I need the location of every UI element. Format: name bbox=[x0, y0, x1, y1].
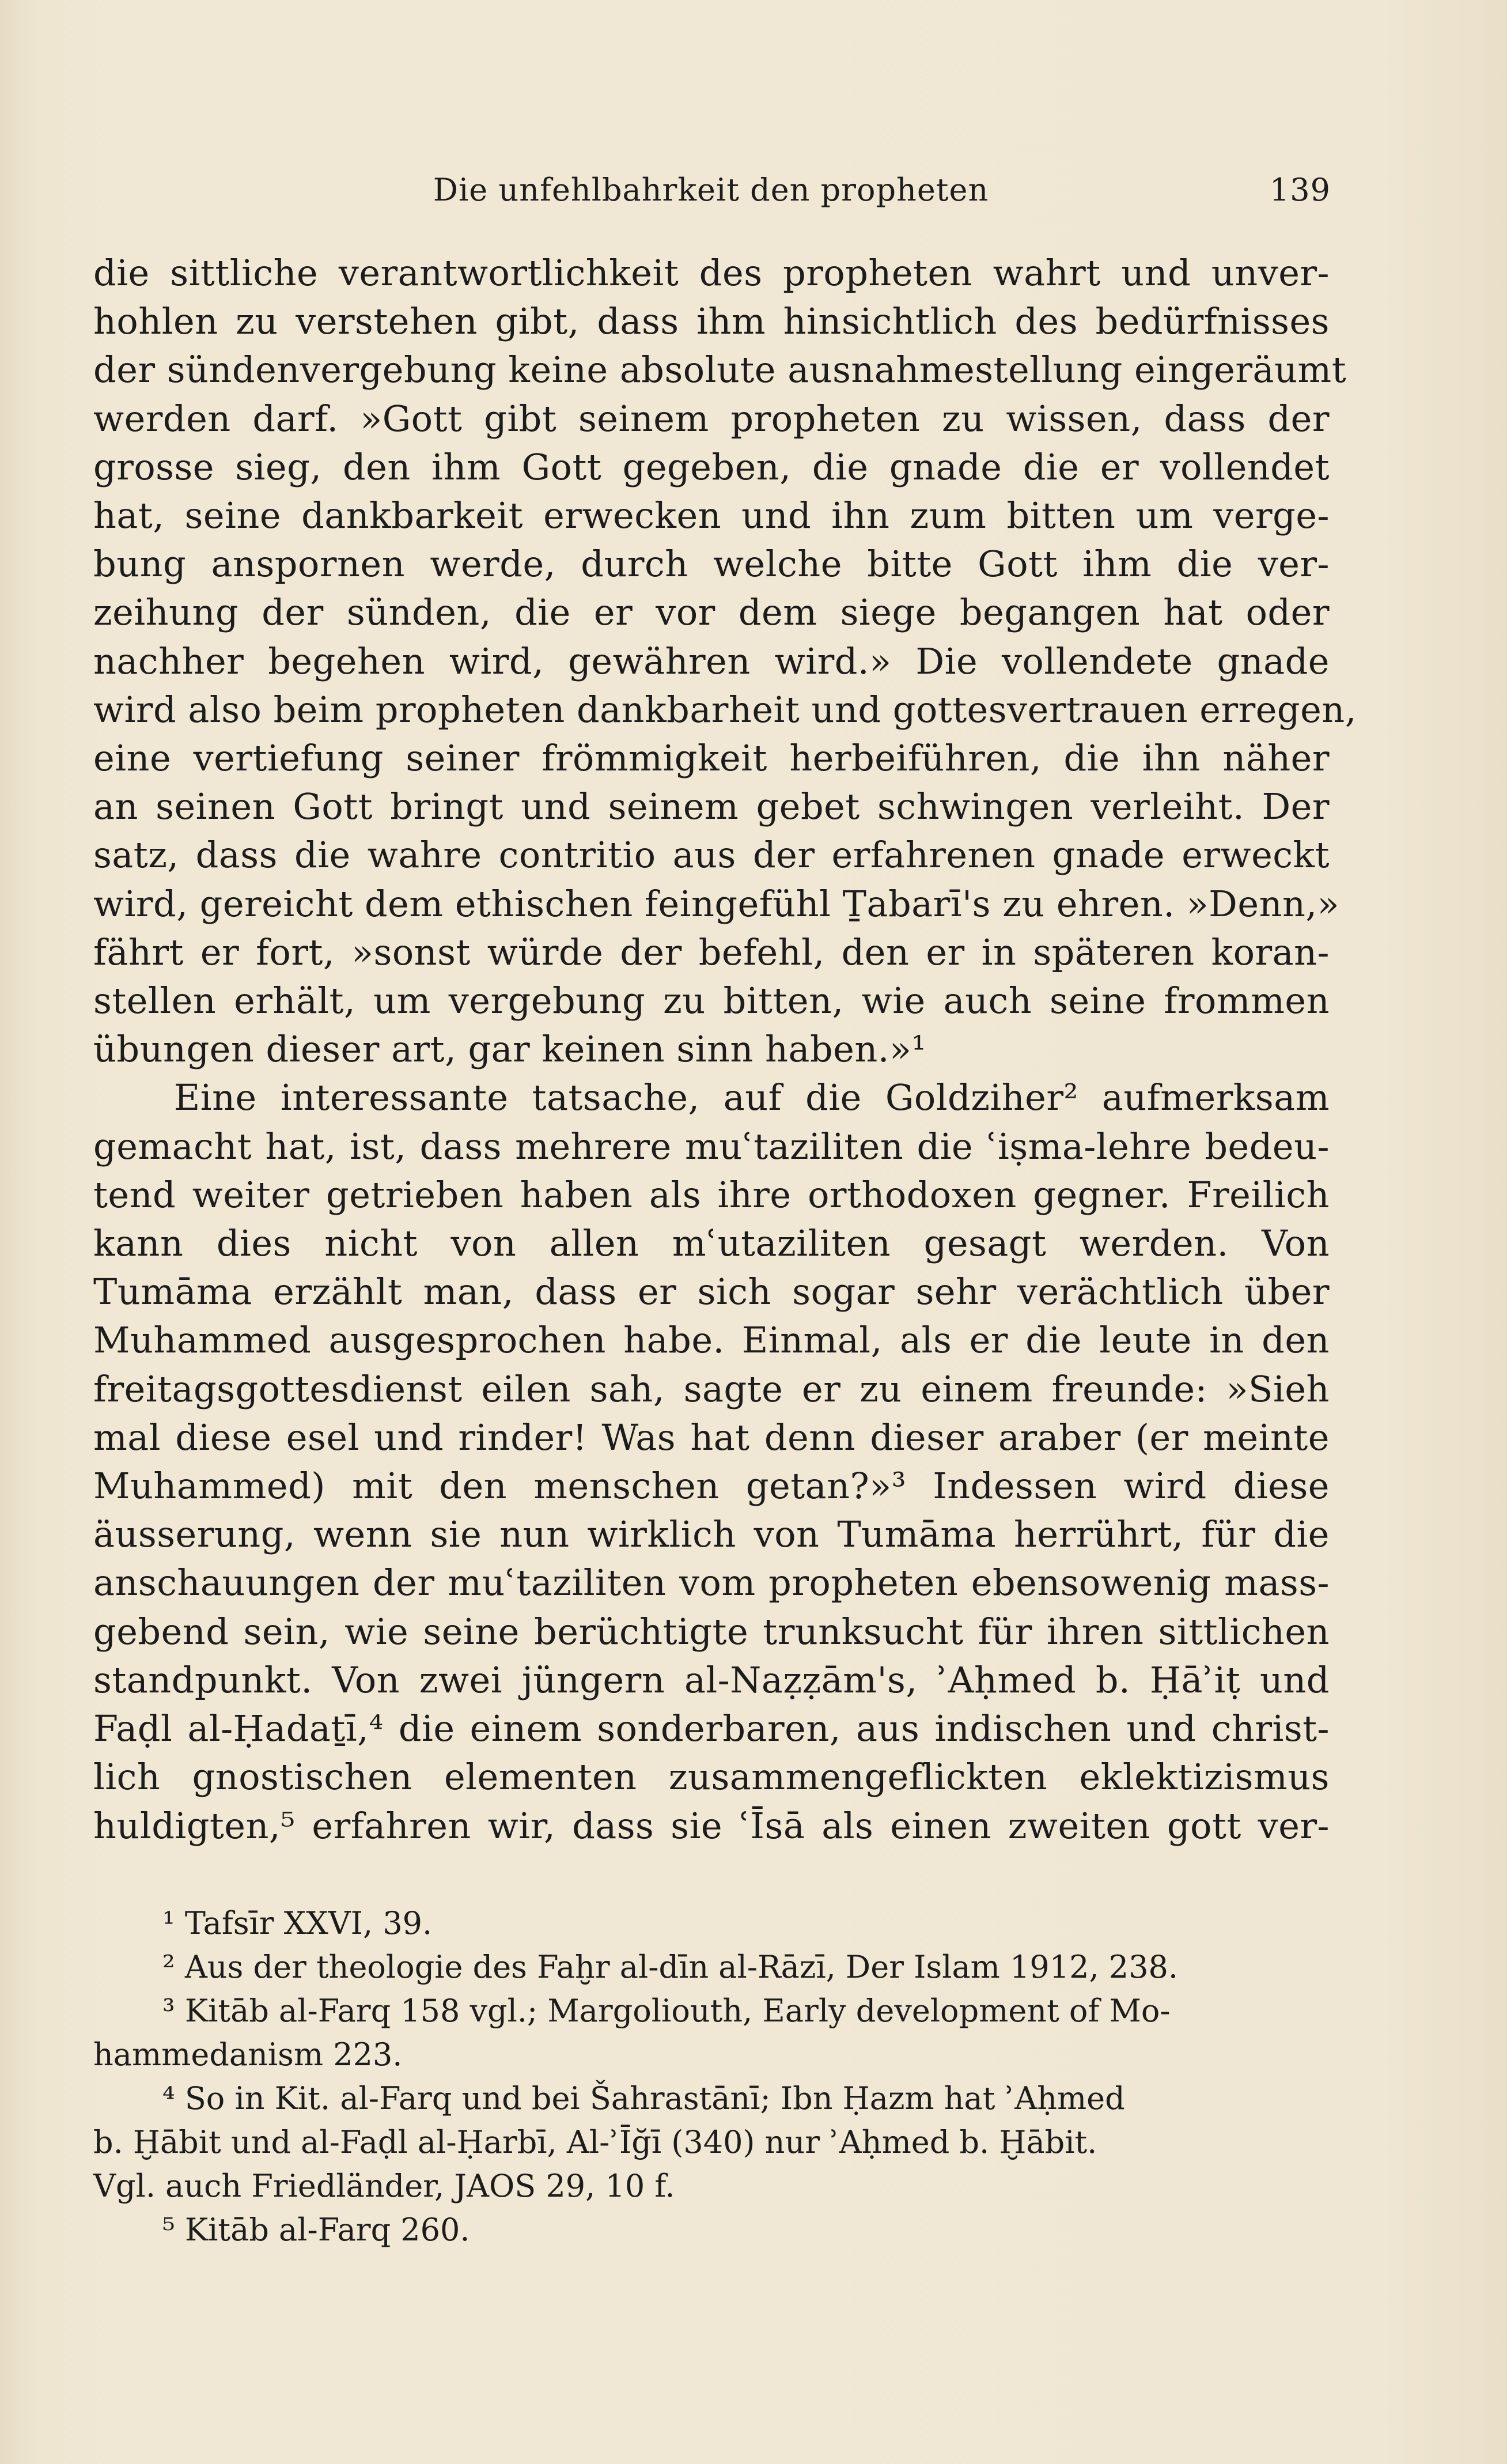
footnote-continuation: b. Ḫābit und al-Faḍl al-Ḥarbī, Al-ʾĪğī (340) nur ʾAḥmed b. Ḫābit. bbox=[93, 2124, 1097, 2160]
text-line: Eine interessante tatsache, auf die Goldziher² aufmerksam bbox=[174, 1076, 1330, 1119]
footnote-continuation: Vgl. auch Friedländer, JAOS 29, 10 f. bbox=[93, 2168, 675, 2204]
text-line: fährt er fort, »sonst würde der befehl, den er in späteren koran- bbox=[93, 931, 1330, 973]
text-line: die sittliche verantwortlichkeit des propheten wahrt und unver- bbox=[93, 252, 1330, 294]
text-line: huldigten,⁵ erfahren wir, dass sie ʿĪsā als einen zweiten gott ver- bbox=[93, 1804, 1330, 1847]
footnote: ² Aus der theologie des Faḫr al-dīn al-Rāzī, Der Islam 1912, 238. bbox=[162, 1949, 1179, 1985]
text-line: gemacht hat, ist, dass mehrere muʿtaziliten die ʿiṣma-lehre bedeu- bbox=[93, 1125, 1330, 1167]
main-text bbox=[93, 249, 1357, 1850]
page-header bbox=[91, 172, 1331, 212]
text-line: hohlen zu verstehen gibt, dass ihm hinsichtlich des bedürfnisses bbox=[93, 300, 1330, 343]
text-line: mal diese esel und rinder! Was hat denn dieser araber (er meinte bbox=[93, 1416, 1330, 1458]
text-line: Tumāma erzählt man, dass er sich sogar sehr verächtlich über bbox=[93, 1271, 1330, 1313]
text-line: wird, gereicht dem ethischen feingefühl Ṯabarī's zu ehren. »Denn,» bbox=[93, 882, 1340, 925]
footnote: ¹ Tafsīr XXVI, 39. bbox=[162, 1905, 433, 1941]
text-line: Muhammed ausgesprochen habe. Einmal, als er die leute in den bbox=[93, 1319, 1330, 1362]
text-line: satz, dass die wahre contritio aus der erfahrenen gnade erweckt bbox=[93, 834, 1330, 876]
text-line: werden darf. »Gott gibt seinem propheten zu wissen, dass der bbox=[93, 397, 1330, 440]
text-line: nachher begehen wird, gewähren wird.» Die vollendete gnade bbox=[93, 640, 1330, 682]
text-line: freitagsgottesdienst eilen sah, sagte er zu einem freunde: »Sieh bbox=[93, 1367, 1330, 1410]
text-line: tend weiter getrieben haben als ihre orthodoxen gegner. Freilich bbox=[93, 1173, 1330, 1216]
page-number: 139 bbox=[1269, 172, 1331, 208]
text-line: hat, seine dankbarkeit erwecken und ihn zum bitten um verge- bbox=[93, 494, 1330, 537]
text-line: gebend sein, wie seine berüchtigte trunksucht für ihren sittlichen bbox=[93, 1610, 1330, 1653]
text-line: wird also beim propheten dankbarheit und gottesvertrauen erregen, bbox=[93, 688, 1357, 731]
text-line: an seinen Gott bringt und seinem gebet schwingen verleiht. Der bbox=[93, 785, 1330, 828]
text-line: Muhammed) mit den menschen getan?»³ Indessen wird diese bbox=[93, 1465, 1330, 1507]
text-line: standpunkt. Von zwei jüngern al-Naẓẓām's, ʾAḥmed b. Ḥāʾiṭ und bbox=[93, 1658, 1330, 1701]
running-title: Die unfehlbahrkeit den propheten bbox=[433, 172, 989, 208]
footnote: ⁵ Kitāb al-Farq 260. bbox=[162, 2212, 470, 2248]
text-line: stellen erhält, um vergebung zu bitten, wie auch seine frommen bbox=[93, 980, 1330, 1022]
text-line: zeihung der sünden, die er vor dem siege begangen hat oder bbox=[93, 591, 1330, 634]
text-line: grosse sieg, den ihm Gott gegeben, die gnade die er vollendet bbox=[93, 445, 1330, 488]
footnotes bbox=[93, 1902, 1330, 2252]
text-line: bung anspornen werde, durch welche bitte Gott ihm die ver- bbox=[93, 543, 1330, 585]
text-line: äusserung, wenn sie nun wirklich von Tumāma herrührt, für die bbox=[93, 1513, 1330, 1556]
text-line: lich gnostischen elementen zusammengeflickten eklektizismus bbox=[93, 1756, 1330, 1798]
text-line: Faḍl al-Ḥadaṯī,⁴ die einem sonderbaren, aus indischen und christ- bbox=[93, 1707, 1330, 1750]
text-line: der sündenvergebung keine absolute ausnahmestellung eingeräumt bbox=[93, 349, 1347, 391]
text-line: anschauungen der muʿtaziliten vom propheten ebensowenig mass- bbox=[93, 1562, 1330, 1604]
text-line: eine vertiefung seiner frömmigkeit herbeiführen, die ihn näher bbox=[93, 737, 1330, 780]
footnote: ⁴ So in Kit. al-Farq und bei Šahrastānī; Ibn Ḥazm hat ʾAḥmed bbox=[162, 2080, 1125, 2117]
text-line: kann dies nicht von allen mʿutaziliten gesagt werden. Von bbox=[93, 1222, 1330, 1265]
footnote-continuation: hammedanism 223. bbox=[93, 2036, 403, 2073]
footnote: ³ Kitāb al-Farq 158 vgl.; Margoliouth, Early development of Mo- bbox=[162, 1993, 1171, 2029]
text-line: übungen dieser art, gar keinen sinn haben.»¹ bbox=[93, 1028, 926, 1071]
